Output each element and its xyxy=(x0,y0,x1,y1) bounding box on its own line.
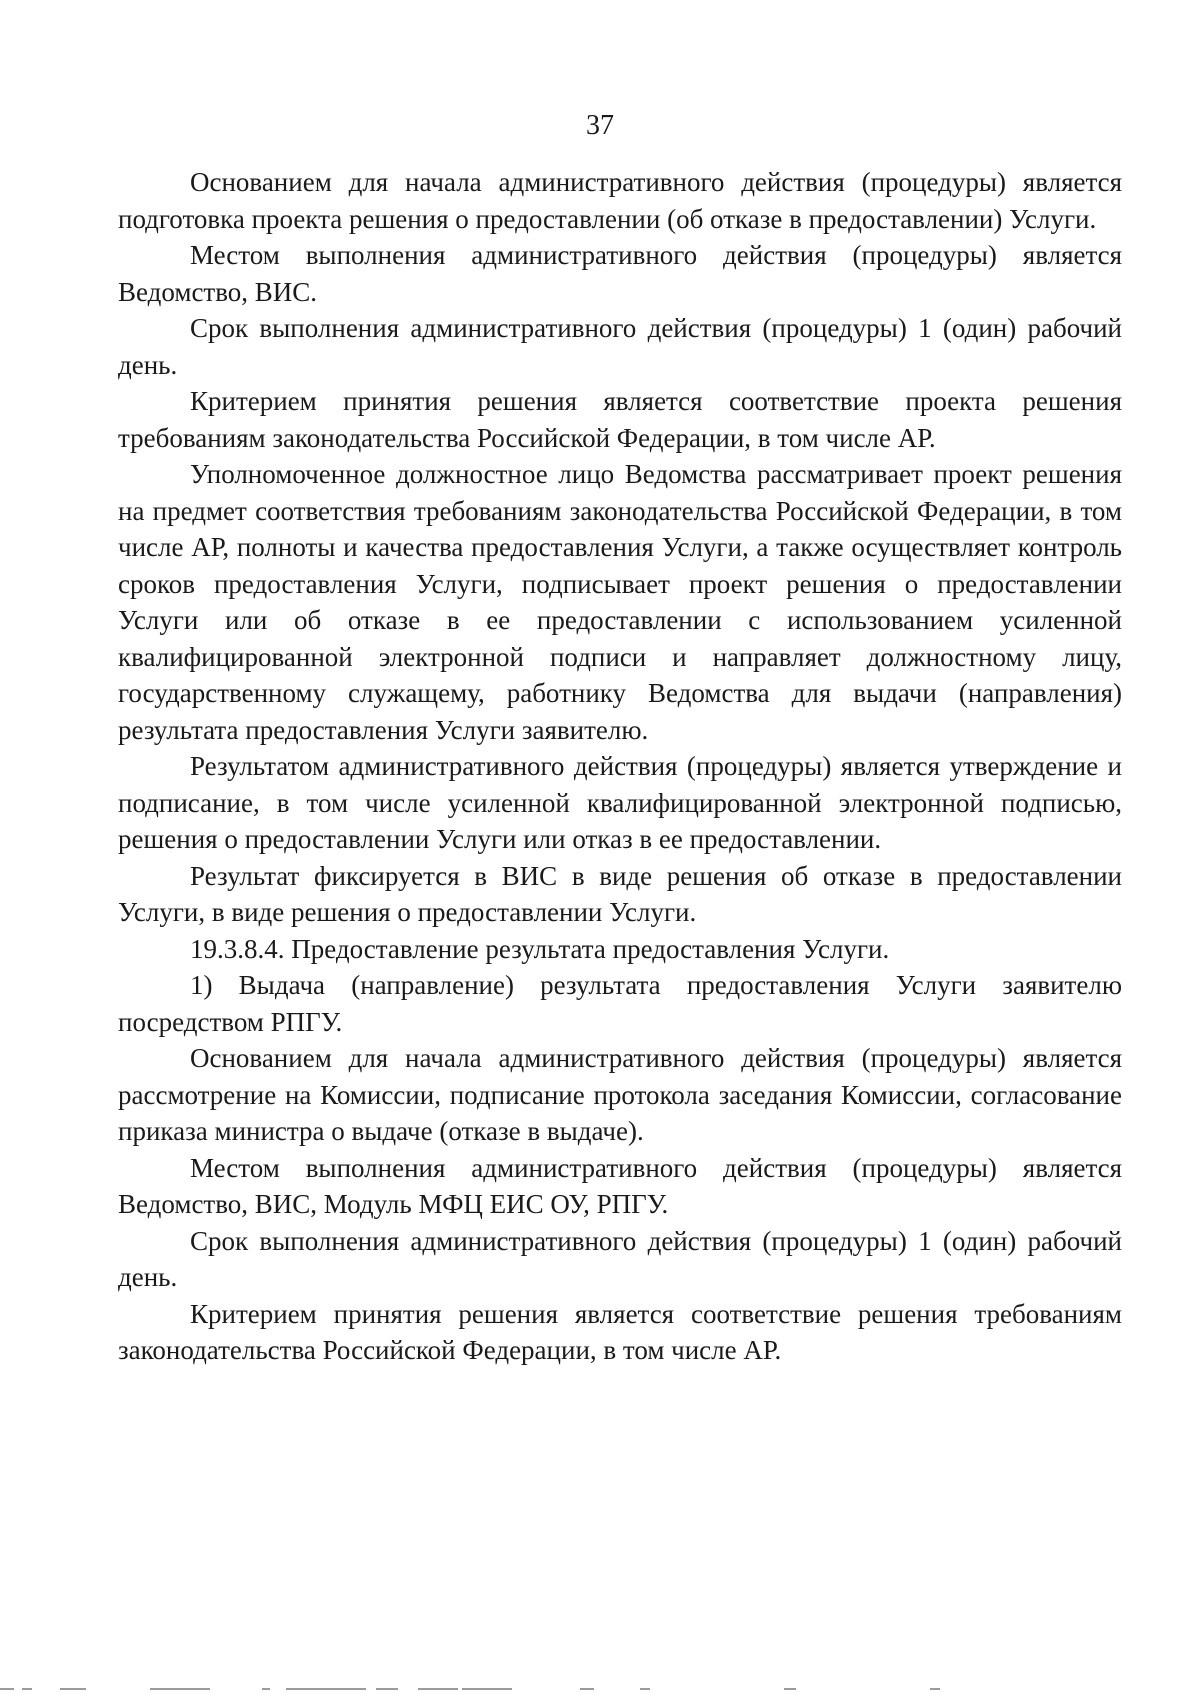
paragraph: Уполномоченное должностное лицо Ведомства рассматривает проект решения на предмет соответствия требованиям законодательства Российской Федерации, в том числе АР, полноты и качества предоставления Услуги, а также осуществляет контроль сроков предоставления Услуги, подписывает проект решения о предоставлении Услуги или об отказе в ее предоставлении с использованием усиленной квалифицированной электронной подписи и направляет должностному лицу, государственному служащему, работнику Ведомства для выдачи (направления) результата предоставления Услуги заявителю. xyxy=(118,459,1122,745)
document-body xyxy=(118,164,1122,1369)
paragraph: Основанием для начала административного действия (процедуры) является рассмотрение на Комиссии, подписание протокола заседания Комиссии, согласование приказа министра о выдаче (отказе в выдаче). xyxy=(118,1043,1122,1146)
paragraph: Срок выполнения административного действия (процедуры) 1 (один) рабочий день. xyxy=(118,313,1122,380)
section-heading: 19.3.8.4. Предоставление результата предоставления Услуги. xyxy=(190,933,890,964)
paragraph: Срок выполнения административного действия (процедуры) 1 (один) рабочий день. xyxy=(118,1225,1122,1292)
page-number: 37 xyxy=(586,110,614,141)
paragraph: Местом выполнения административного действия (процедуры) является Ведомство, ВИС. xyxy=(118,240,1122,307)
paragraph: Местом выполнения административного действия (процедуры) является Ведомство, ВИС, Модуль МФЦ ЕИС ОУ, РПГУ. xyxy=(118,1152,1122,1219)
paragraph: Основанием для начала административного действия (процедуры) является подготовка проекта решения о предоставлении (об отказе в предоставлении) Услуги. xyxy=(118,167,1122,234)
paragraph: Результатом административного действия (процедуры) является утверждение и подписание, в том числе усиленной квалифицированной электронной подписью, решения о предоставлении Услуги или отказ в ее предоставлении. xyxy=(118,751,1122,854)
paragraph: Критерием принятия решения является соответствие решения требованиям законодательства Российской Федерации, в том числе АР. xyxy=(118,1298,1122,1365)
paragraph: 1) Выдача (направление) результата предоставления Услуги заявителю посредством РПГУ. xyxy=(118,970,1122,1037)
paragraph: Критерием принятия решения является соответствие проекта решения требованиям законодательства Российской Федерации, в том числе АР. xyxy=(118,386,1122,453)
paragraph: Результат фиксируется в ВИС в виде решения об отказе в предоставлении Услуги, в виде решения о предоставлении Услуги. xyxy=(118,860,1122,927)
scan-artifact-strip xyxy=(0,1688,1200,1691)
